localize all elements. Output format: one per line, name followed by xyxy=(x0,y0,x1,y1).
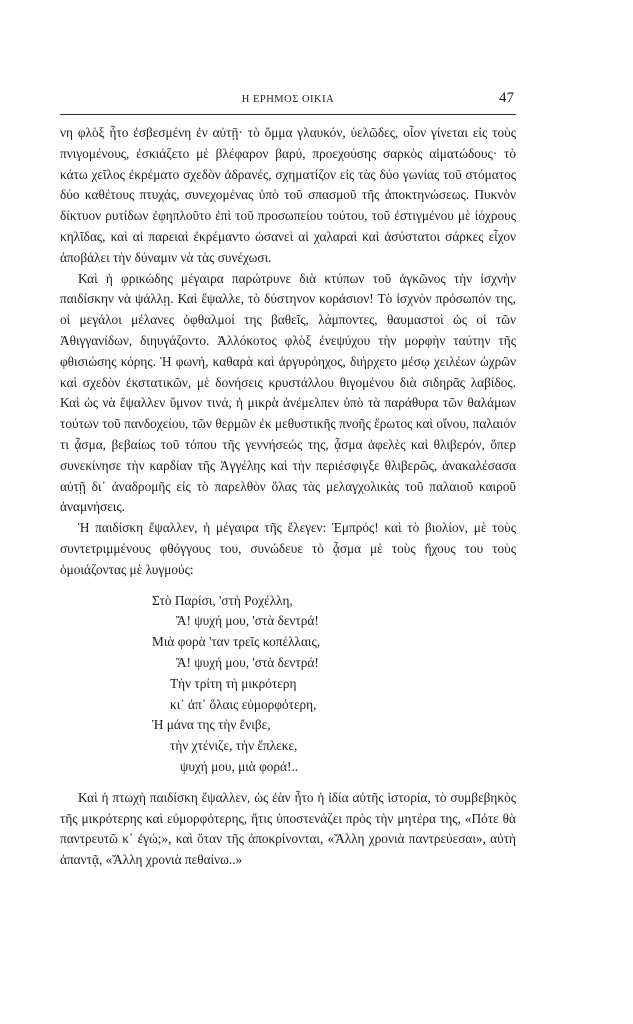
verse-line: Ἄ! ψυχή μου, 'στὰ δεντρά! xyxy=(176,613,319,629)
verse-line: Ἡ μάνα της τὴν ἔνιβε, xyxy=(152,717,271,733)
paragraph: Καὶ ἡ πτωχὴ παιδίσκη ἔψαλλεν, ὡς ἐὰν ἦτο ἡ ἰδία αὐτῆς ἱστορία, τὸ συμβεβηκὸς τῆς μικρότερης καὶ εὐμορφότερης, ἥτις ὑποστενάζει πρὸς τὴν μητέρα της, «Πότε θὰ παντρευτῶ κ᾽ ἐγώ;», καὶ ὅταν τῆς ἀποκρίνονται, «Ἄλλη χρονιὰ παντρεύεσαι», αὐτὴ ἀπαντᾷ, «Ἄλλη χρονιὰ πεθαίνω..» xyxy=(60,789,516,868)
paragraph: Καὶ ἡ φρικώδης μέγαιρα παρώτρυνε διὰ κτύπων τοῦ ἀγκῶνος τὴν ἰσχνὴν παιδίσκην νὰ ψάλλῃ. Καὶ ἔψαλλε, τὸ δύστηνον κοράσιον! Τὸ ἰσχνὸν πρόσωπόν της, οἱ μεγάλοι μέλανες ὀφθαλμοί της βαθεῖς, λάμποντες, θαυμαστοὶ ὡς οἱ τῶν Ἀθιγγανίδων, διηυγάζοντο. Ἀλλόκοτος φλὸξ ἐνεψύχου τὴν μορφὴν ταύτην τῆς φθισιώσης κόρης. Ἡ φωνή, καθαρὰ καὶ ἀργυρόηχος, διήρχετο μέσῳ χειλέων ὠχρῶν καὶ σχεδὸν ἐκστατικῶν, μὲ δονήσεις κρυστάλλου θιγομένου διὰ σιδηρᾶς λαβίδος. Καὶ ὡς νὰ ἔψαλλεν ὕμνον τινά, ἡ μικρὰ ἀνέμελπεν ὑπὸ τὰ παράθυρα τῶν θαλάμων τούτων τοῦ πανδοχείου, τῶν θερμῶν ἐκ μεθυστικῆς πνοῆς ἔρωτος καὶ οἴνου, παλαιόν τι ᾆσμα, βεβαίως τοῦ τόπου τῆς γεννήσεώς της, ᾆσμα ἀφελὲς καὶ θλιβερόν, ὅπερ συνεκίνησε τὴν καρδίαν τῆς Ἀγγέλης καὶ τὴν περιέσφιγξε θλιβερῶς, ἀνακαλέσασα αὐτῇ δι᾽ ἀναδρομῆς εἰς τὸ παρελθὸν ὅλας τὰς μελαγχολικὰς τοῦ παλαιοῦ καιροῦ ἀναμνήσεις. xyxy=(60,270,516,515)
paragraph: νη φλὸξ ἦτο ἐσβεσμένη ἐν αὐτῇ· τὸ ὄμμα γλαυκόν, ὑελῶδες, οἷον γίνεται εἰς τοὺς πνιγομένους, ἐσκιάζετο μὲ βλέφαρον βαρύ, προεχούσης σαρκὸς αἱματώδους· τὸ κάτω χεῖλος ἐκρέματο σχεδὸν ἀδρανές, σχηματίζον εἰς τὰς δύο γωνίας τοῦ στόματος δύο καθέτους πτυχάς, συνεχομένας ὑπὸ τοῦ σπασμοῦ τῆς ἀποκτηνώσεως. Πυκνὸν δίκτυον ρυτίδων ἐφηπλοῦτο ἐπὶ τοῦ προσωπείου τούτου, τοῦ ἐστιγμένου μὲ ἰόχρους κηλῖδας, καὶ αἱ παρειαὶ ἐκρέμαντο ὡσανεὶ αἱ χαλαραὶ καὶ ἀσύστατοι σάρκες εἶχον ἀποβάλει τὴν δύναμιν νὰ τὰς συνέχωσι. xyxy=(60,125,516,265)
verse-line: Ἄ! ψυχή μου, 'στὰ δεντρά! xyxy=(176,654,319,670)
verse-line: τὴν χτένιζε, τὴν ἔπλεκε, xyxy=(170,738,298,754)
running-title: Η ΕΡΗΜΟΣ ΟΙΚΙΑ xyxy=(241,94,335,105)
header-rule xyxy=(60,114,516,115)
song-verse xyxy=(60,591,516,778)
verse-line: ψυχή μου, μιὰ φορά!.. xyxy=(180,758,299,774)
verse-line: Στὸ Παρίσι, 'στὴ Ροχέλλη, xyxy=(152,592,293,608)
verse-line: Τὴν τρίτη τὴ μικρότερη xyxy=(170,675,297,691)
verse-line: Μιὰ φορὰ 'ταν τρεῖς κοπέλλαις, xyxy=(152,634,321,650)
paragraph: Ἡ παιδίσκη ἔψαλλεν, ἡ μέγαιρα τῆς ἔλεγεν: Ἐμπρός! καὶ τὸ βιολίον, μὲ τοὺς συντετριμμένους φθόγγους του, συνώδευε τὸ ᾆσμα μὲ τοὺς ἤχους του τοὺς ὁμοιάζοντας μὲ λυγμούς: xyxy=(60,520,516,577)
page-header xyxy=(60,90,516,112)
verse-line: κι᾽ ἀπ᾽ ὅλαις εὐμορφότερη, xyxy=(170,696,317,712)
page-number: 47 xyxy=(499,90,514,106)
page-body xyxy=(60,123,516,871)
